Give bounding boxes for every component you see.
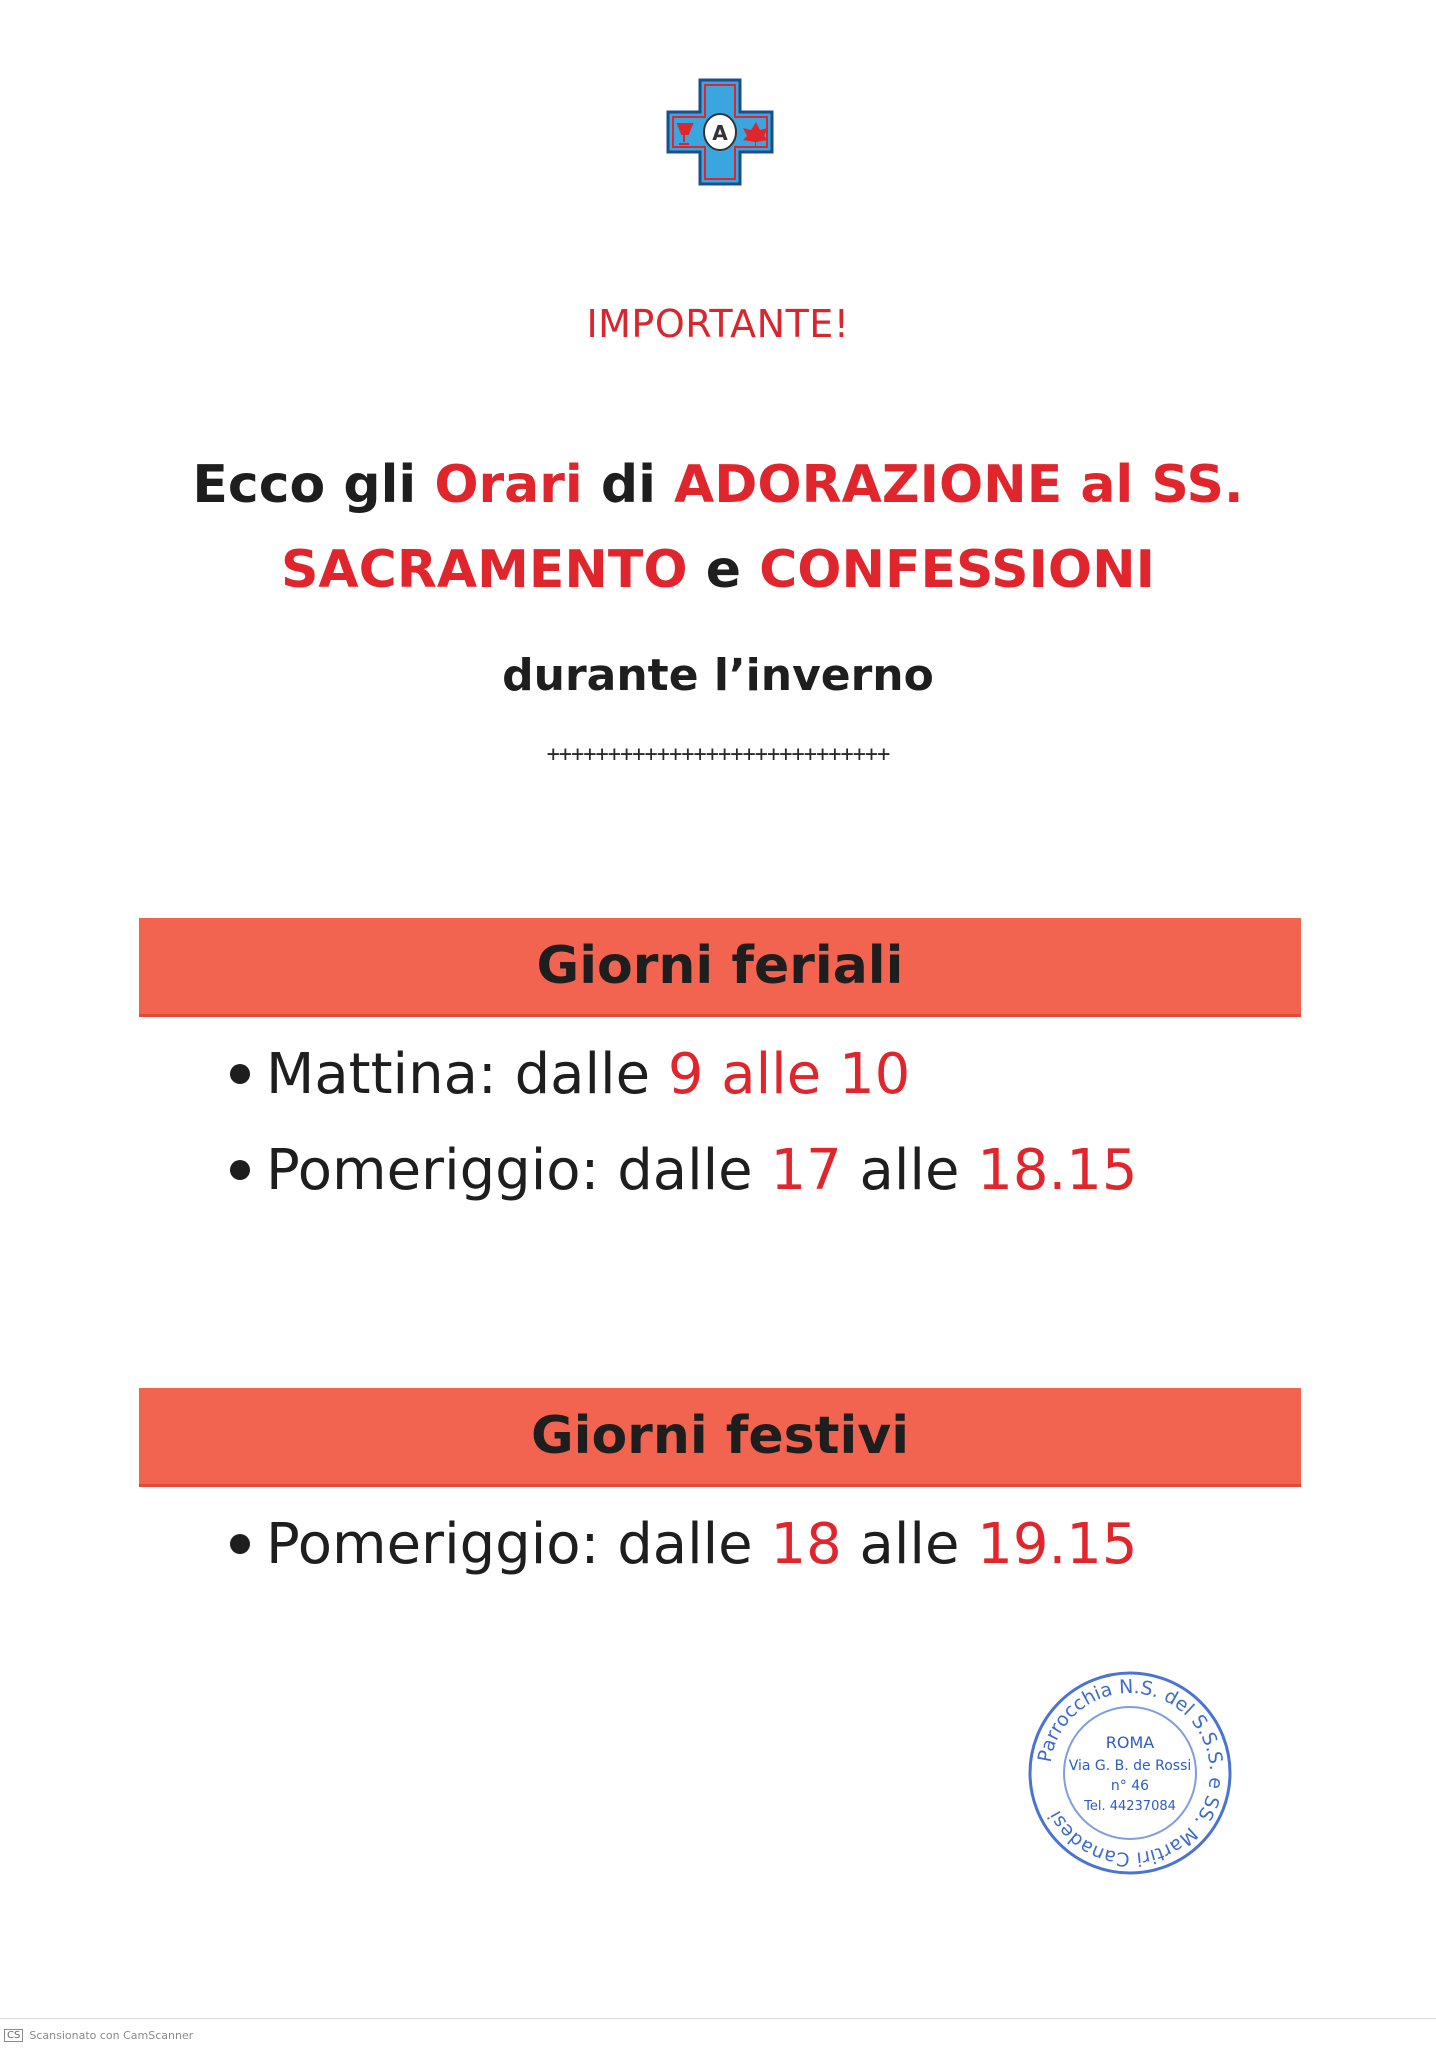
festivi-pomeriggio-alle: alle <box>841 1512 978 1577</box>
footer-divider <box>0 2018 1436 2019</box>
stamp-street: Via G. B. de Rossi <box>1068 1758 1192 1774</box>
festivi-pomeriggio-from: 18 <box>770 1512 842 1577</box>
feriali-pomeriggio-item <box>230 1138 1138 1203</box>
importante-label: IMPORTANTE! <box>586 302 850 346</box>
festivi-header: Giorni festivi <box>139 1388 1301 1487</box>
season-subtitle: durante l’inverno <box>502 650 934 701</box>
pomeriggio-from: 17 <box>770 1138 842 1203</box>
festivi-pomeriggio-label: Pomeriggio: dalle <box>266 1512 771 1577</box>
pomeriggio-alle: alle <box>841 1138 978 1203</box>
bullet-icon <box>230 1160 250 1180</box>
headline-adorazione: ADORAZIONE al SS. <box>674 455 1244 515</box>
headline-e: e <box>687 540 760 600</box>
feriali-mattina-item <box>230 1042 910 1107</box>
mattina-label: Mattina: dalle <box>266 1042 668 1107</box>
footer-text: Scansionato con CamScanner <box>29 2028 194 2042</box>
headline-ecco: Ecco gli <box>192 455 435 515</box>
mattina-time: 9 alle 10 <box>667 1042 911 1107</box>
stamp-ring-text: Parrocchia N.S. del S.S.S. e SS. Martiri Canadesi <box>1033 1675 1228 1871</box>
scanner-footer <box>0 2022 260 2048</box>
headline-orari: Orari <box>434 455 583 515</box>
parish-stamp <box>1025 1668 1235 1878</box>
festivi-pomeriggio-to: 19.15 <box>977 1512 1138 1577</box>
pomeriggio-to: 18.15 <box>977 1138 1138 1203</box>
headline-line-2 <box>0 540 1436 600</box>
feriali-header: Giorni feriali <box>139 918 1301 1017</box>
plus-divider: ++++++++++++++++++++++++++++ <box>546 742 890 767</box>
headline-line-1 <box>0 455 1436 515</box>
headline-di: di <box>582 455 675 515</box>
bullet-icon <box>230 1534 250 1554</box>
bullet-icon <box>230 1064 250 1084</box>
stamp-city: ROMA <box>1105 1733 1155 1752</box>
stamp-number: n° 46 <box>1110 1778 1150 1794</box>
festivi-pomeriggio-item <box>230 1512 1138 1577</box>
pomeriggio-label: Pomeriggio: dalle <box>266 1138 771 1203</box>
headline-confessioni: CONFESSIONI <box>759 540 1155 600</box>
svg-text:A: A <box>712 121 728 145</box>
camscanner-badge: CS <box>4 2029 23 2042</box>
parish-logo <box>664 76 776 188</box>
stamp-phone: Tel. 44237084 <box>1084 1799 1176 1814</box>
headline-sacramento: SACRAMENTO <box>280 540 688 600</box>
